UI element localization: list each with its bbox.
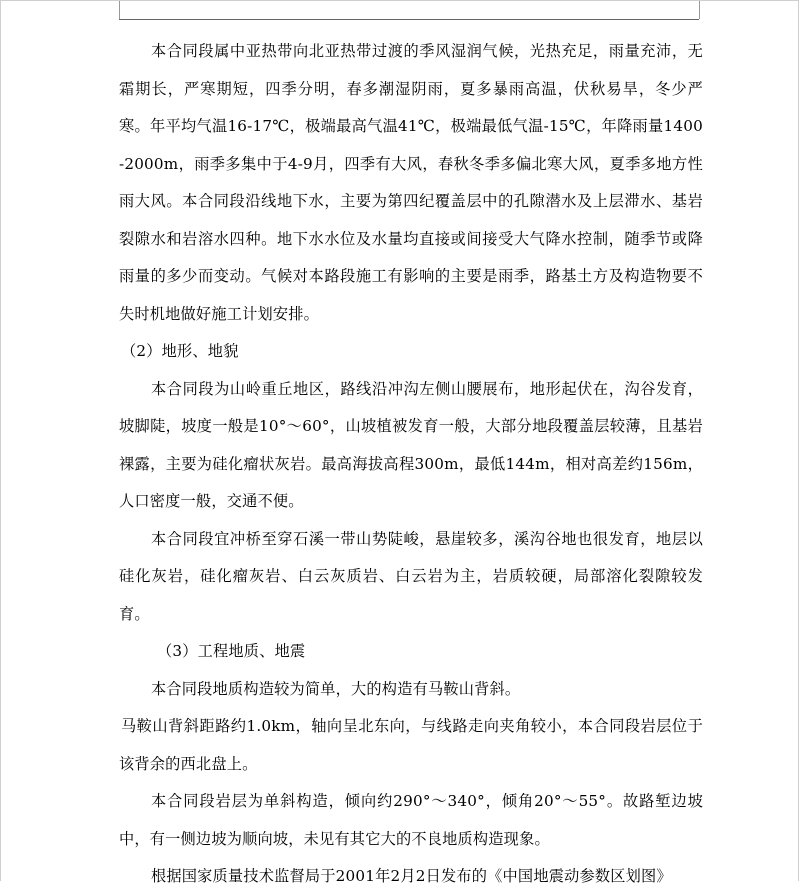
page-content[interactable] [119, 33, 703, 896]
heading-geology: （3）工程地质、地震 [157, 642, 306, 660]
paragraph-anticline: 马鞍山背斜距路约1.0km，轴向呈北东向，与线路走向夹角较小，本合同段岩层位于该背余的西北盘上。 [119, 717, 703, 773]
margin-mark-left [119, 1, 120, 19]
paragraph-structure: 本合同段地质构造较为简单，大的构造有马鞍山背斜。 [151, 679, 521, 698]
heading-terrain: （2）地形、地貌 [121, 342, 239, 360]
page-top-rule [119, 19, 699, 20]
paragraph-monocline: 本合同段岩层为单斜构造，倾向约290°～340°，倾角20°～55°。故路堑边坡中，有一侧边坡为顺向坡，未见有其它大的不良地质构造现象。 [119, 792, 703, 848]
margin-mark-right [699, 1, 700, 19]
paragraph-climate: 本合同段属中亚热带向北亚热带过渡的季风湿润气候，光热充足，雨量充沛，无霜期长，严寒期短，四季分明，春多潮湿阴雨，夏多暴雨高温，伏秋易旱，冬少严寒。年平均气温16-17℃，极端最高气温41℃，极端最低气温-15℃，年降雨量1400-2000m，雨季多集中于4-9月，四季有大风，春秋冬季多偏北寒大风，夏季多地方性雨大风。本合同段沿线地下水，主要为第四纪覆盖层中的孔隙潜水及上层滞水、基岩裂隙水和岩溶水四种。地下水水位及水量均直接或间接受大气降水控制，随季节或降雨量的多少而变动。气候对本路段施工有影响的主要是雨季，路基土方及构造物要不失时机地做好施工计划安排。 [119, 42, 703, 323]
paragraph-strata: 本合同段宜冲桥至穿石溪一带山势陡峻，悬崖较多，溪沟谷地也很发育，地层以硅化灰岩，硅化瘤灰岩、白云灰质岩、白云岩为主，岩质较硬，局部溶化裂隙较发育。 [119, 529, 703, 623]
paragraph-seismic: 根据国家质量技术监督局于2001年2月2日发布的《中国地震动参数区划图》 [151, 867, 672, 885]
paragraph-terrain: 本合同段为山岭重丘地区，路线沿冲沟左侧山腰展布，地形起伏在，沟谷发育，坡脚陡，坡度一般是10°～60°，山坡植被发育一般，大部分地段覆盖层较薄，且基岩裸露，主要为硅化瘤状灰岩。最高海拔高程300m，最低144m，相对高差约156m，人口密度一般，交通不便。 [119, 379, 703, 510]
